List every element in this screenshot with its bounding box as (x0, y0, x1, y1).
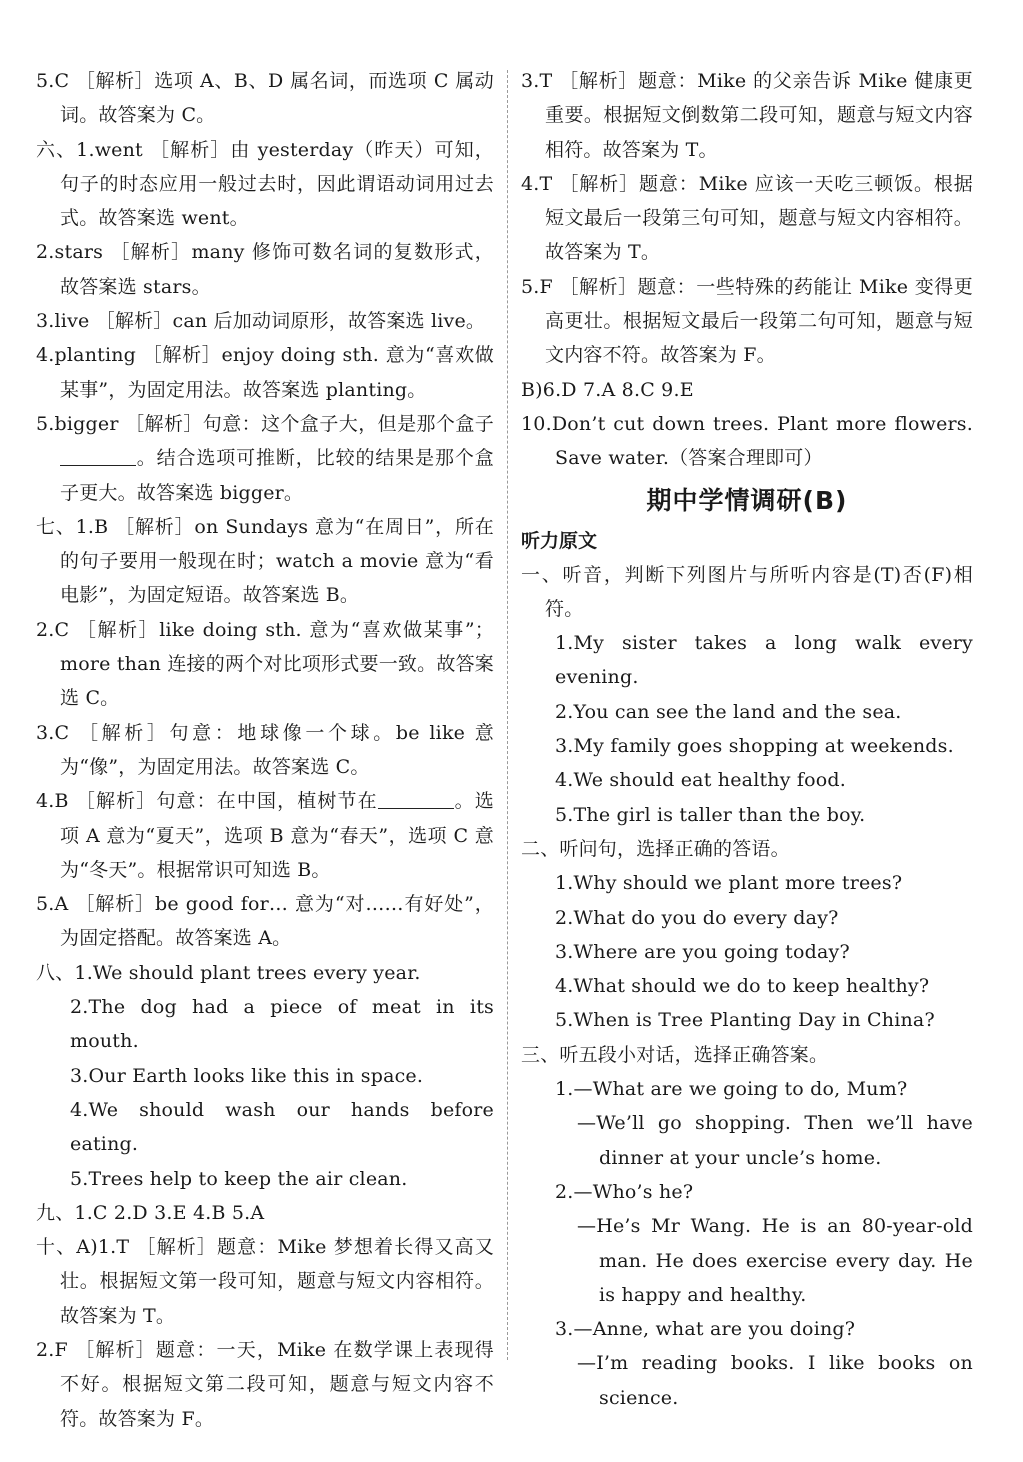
answer-item: 5.A ［解析］be good for… 意为“对……有好处”，为固定搭配。故答案选 A。 (36, 893, 494, 950)
listening-item: 3.My family goes shopping at weekends. (555, 735, 954, 758)
section-title: 期中学情调研(B) (646, 485, 848, 515)
answer-item: 3.Our Earth looks like this in space. (70, 1064, 424, 1087)
answer-item: 八、1.We should plant trees every year. (36, 961, 421, 984)
answer-item: 10.Don’t cut down trees. Plant more flowers. Save water.（答案合理即可） (521, 412, 973, 470)
listening-item: 5.When is Tree Planting Day in China? (555, 1009, 935, 1032)
listening-item: 2.You can see the land and the sea. (555, 700, 902, 723)
answer-text: 4.B ［解析］句意：在中国，植树节在 (36, 790, 378, 813)
answer-item: 4.We should wash our hands before eating. (70, 1098, 494, 1156)
listening-item: 4.What should we do to keep healthy? (555, 975, 930, 998)
listening-item: 3.—Anne, what are you doing? (555, 1318, 856, 1341)
answer-item: B)6.D 7.A 8.C 9.E (521, 378, 694, 401)
listening-item: 1.—What are we going to do, Mum? (555, 1078, 908, 1101)
listening-item: —He’s Mr Wang. He is an 80-year-old man. He does exercise every day. He is happy and healthy. (577, 1215, 973, 1306)
answer-item: 六、1.went ［解析］由 yesterday（昨天）可知，句子的时态应用一般过去时，因此谓语动词用过去式。故答案选 went。 (36, 138, 494, 230)
answer-item: 七、1.B ［解析］on Sundays 意为“在周日”，所在的句子要用一般现在时；watch a movie 意为“看电影”，为固定短语。故答案选 B。 (36, 515, 494, 607)
answer-item: 4.T ［解析］题意：Mike 应该一天吃三顿饭。根据短文最后一段第三句可知，题意与短文内容相符。故答案为 T。 (521, 172, 973, 264)
listening-item: 3.Where are you going today? (555, 940, 850, 963)
answer-item: 5.Trees help to keep the air clean. (70, 1167, 408, 1190)
answer-item: 2.The dog had a piece of meat in its mouth. (70, 996, 494, 1053)
answer-item: 5.F ［解析］题意：一些特殊的药能让 Mike 变得更高更壮。根据短文最后一段第二句可知，题意与短文内容不符。故答案为 F。 (521, 275, 973, 367)
listening-item: 三、听五段小对话，选择正确答案。 (521, 1043, 829, 1066)
fill-blank (378, 789, 454, 809)
listening-item: 一、听音，判断下列图片与所听内容是(T)否(F)相符。 (521, 563, 973, 620)
listening-item: 2.—Who’s he? (555, 1180, 694, 1203)
answer-item: 3.live ［解析］can 后加动词原形，故答案选 live。 (36, 310, 486, 333)
listening-item: 1.My sister takes a long walk every evening. (555, 632, 973, 689)
answer-text: 。结合选项可推断，比较的结果是那个盒子更大。故答案选 bigger。 (60, 447, 494, 504)
listening-item: —We’ll go shopping. Then we’ll have dinner at your uncle’s home. (577, 1112, 973, 1169)
left-column (36, 64, 494, 1436)
answer-item (36, 407, 494, 510)
listening-item: 2.What do you do every day? (555, 906, 839, 929)
answer-item: 十、A)1.T ［解析］题意：Mike 梦想着长得又高又壮。根据短文第一段可知，题意与短文内容相符。故答案为 T。 (36, 1236, 494, 1327)
answer-item: 2.stars ［解析］many 修饰可数名词的复数形式，故答案选 stars。 (36, 241, 494, 298)
answer-text: 。选项 A 意为“夏天”，选项 B 意为“春天”，选项 C 意为“冬天”。根据常识可知选 B。 (60, 790, 495, 881)
answer-item: 2.F ［解析］题意：一天，Mike 在数学课上表现得不好。根据短文第二段可知，题意与短文内容不符。故答案为 F。 (36, 1338, 494, 1430)
right-column (521, 64, 973, 1415)
listening-item: —I’m reading books. I like books on science. (577, 1352, 973, 1409)
column-divider (507, 70, 508, 1360)
answer-item (36, 784, 494, 887)
listening-item: 5.The girl is taller than the boy. (555, 803, 866, 826)
fill-blank (60, 446, 136, 466)
answer-text: 5.bigger ［解析］句意：这个盒子大，但是那个盒子 (36, 412, 494, 435)
listening-item: 二、听问句，选择正确的答语。 (521, 837, 790, 860)
answer-item: 4.planting ［解析］enjoy doing sth. 意为“喜欢做某事”，为固定用法。故答案选 planting。 (36, 344, 494, 401)
answer-item: 2.C ［解析］like doing sth. 意为“喜欢做某事”；more than 连接的两个对比项形式要一致。故答案选 C。 (36, 618, 494, 710)
listening-item: 4.We should eat healthy food. (555, 769, 847, 792)
listening-item: 1.Why should we plant more trees? (555, 872, 903, 895)
listening-heading: 听力原文 (521, 529, 598, 552)
answer-item: 5.C ［解析］选项 A、B、D 属名词，而选项 C 属动词。故答案为 C。 (36, 70, 494, 127)
answer-item: 3.T ［解析］题意：Mike 的父亲告诉 Mike 健康更重要。根据短文倒数第二段可知，题意与短文内容相符。故答案为 T。 (521, 70, 973, 161)
answer-item: 3.C ［解析］句意：地球像一个球。be like 意为“像”，为固定用法。故答案选 C。 (36, 721, 494, 778)
answer-item: 九、1.C 2.D 3.E 4.B 5.A (36, 1201, 265, 1224)
